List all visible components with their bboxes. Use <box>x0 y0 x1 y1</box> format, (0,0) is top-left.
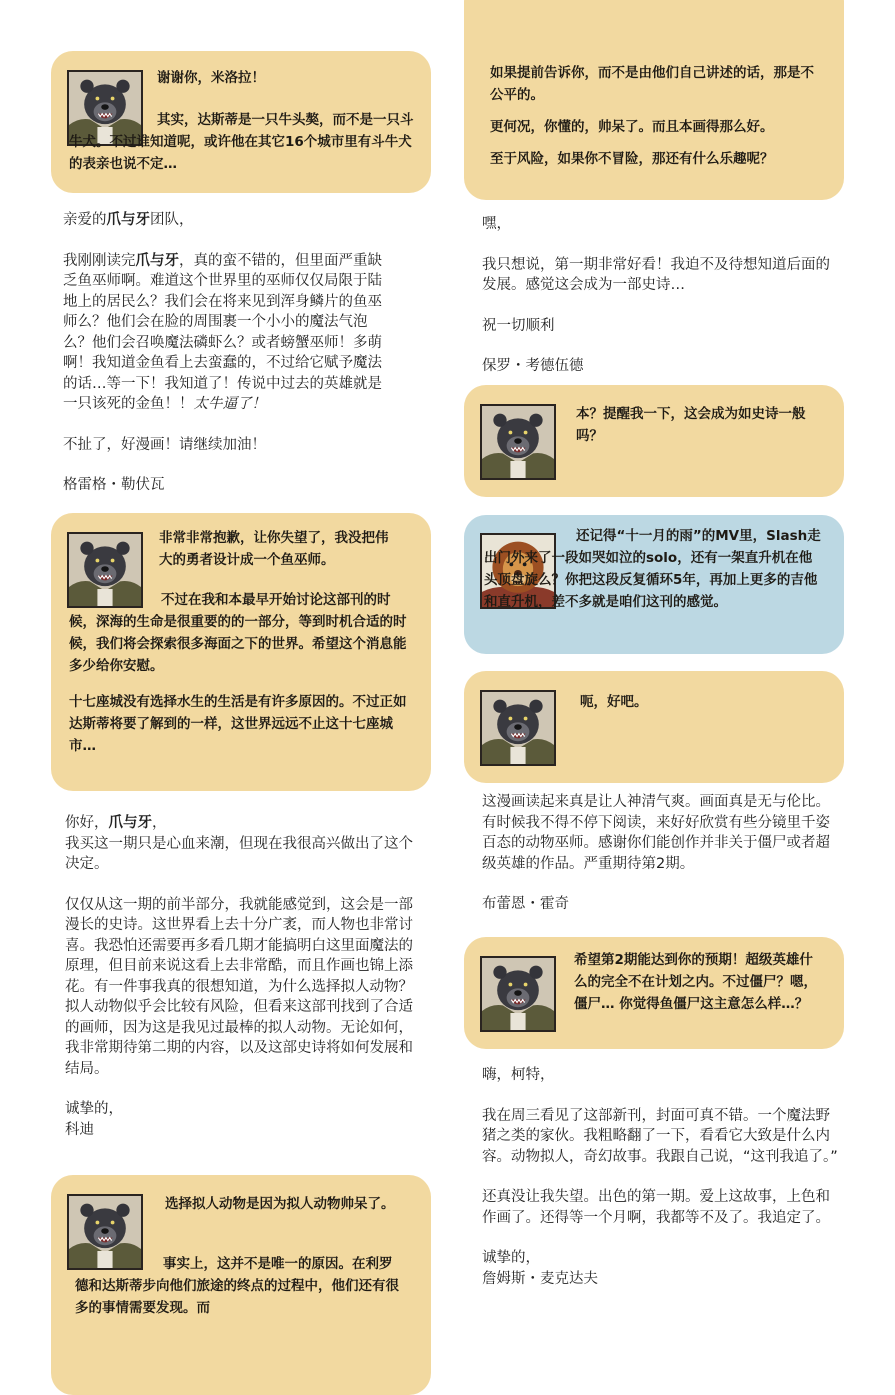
letter-closing: 诚挚的， 科迪 <box>65 1101 123 1138</box>
letter-body: 我只想说，第一期非常好看！我迫不及待想知道后面的发展。感觉这会成为一部史诗… <box>482 256 830 293</box>
letter-body: 我在周三看见了这部新刊，封面可真不错。一个魔法野猪之类的家伙。我粗略翻了一下，看看它大致是什么内容。动物拟人，奇幻故事。我跟自己说，“这刊我追了。” <box>482 1107 838 1165</box>
reply-bubble-4 <box>464 385 844 497</box>
letter-closing: 不扯了，好漫画！请继续加油！ <box>63 436 266 453</box>
letter-body: 还真没让我失望。出色的第一期。爱上这故事，上色和作画了。还得等一个月啊，我都等不及了。我追定了。 <box>482 1189 830 1226</box>
reply-text: 其实，达斯蒂是一只牛头獒，而不是一只斗牛犬。不过谁知道呢，或许他在其它16个城市里有斗牛犬的表亲也说不定… <box>69 112 414 172</box>
reply-bubble-2 <box>51 513 431 791</box>
reply-bubble-5 <box>464 515 844 654</box>
reply-text: 十七座城没有选择水生的生活是有许多原因的。不过正如达斯蒂将要了解到的一样，这世界远远不止这十七座城市… <box>69 694 407 754</box>
letter-greeting: 嗨，柯特， <box>482 1067 555 1083</box>
bear-avatar-icon <box>480 404 556 480</box>
reply-bubble-1 <box>51 51 431 193</box>
reader-letter-2 <box>65 813 423 1140</box>
reader-letter-3 <box>482 214 832 377</box>
reply-text: 非常非常抱歉，让你失望了，我没把伟大的勇者设计成一个鱼巫师。 <box>159 530 389 568</box>
reply-bubble-top <box>464 0 844 200</box>
reply-text: 呃，好吧。 <box>580 694 648 710</box>
reply-bubble-6 <box>464 671 844 783</box>
reply-text: 更何况，你懂的，帅呆了。而且本画得那么好。 <box>490 119 774 135</box>
reader-letter-4 <box>482 792 832 915</box>
reply-text: 事实上，这并不是唯一的原因。在利罗德和达斯蒂步向他们旅途的终点的过程中，他们还有很多的事情需要发现。而 <box>75 1256 399 1316</box>
reply-text: 谢谢你，米洛拉！ <box>157 70 265 86</box>
reply-text: 希望第2期能达到你的预期！超级英雄什么的完全不在计划之内。不过僵尸？嗯，僵尸… 你觉得鱼僵尸这主意怎么样…？ <box>574 952 817 1012</box>
reply-bubble-7 <box>464 937 844 1049</box>
letter-closing: 祝一切顺利 <box>482 317 555 334</box>
reply-text: 至于风险，如果你不冒险，那还有什么乐趣呢？ <box>490 151 774 167</box>
reply-bubble-3 <box>51 1175 431 1395</box>
reply-text: 还记得“十一月的雨”的MV里，Slash走出门外来了一段如哭如泣的solo，还有一架直升机在他头顶盘旋么？你把这段反复循环5年，再加上更多的吉他和直升机，差不多就是咱们这刊的感觉。 <box>484 528 821 610</box>
bear-avatar-icon <box>480 956 556 1032</box>
letter-signature: 格雷格・勒伏瓦 <box>63 477 165 493</box>
reply-text: 不过在我和本最早开始讨论这部刊的时候，深海的生命是很重要的的一部分，等到时机合适的时候，我们将会探索很多海面之下的世界。希望这个消息能多少给你安慰。 <box>69 592 407 674</box>
reply-text: 如果提前告诉你，而不是由他们自己讲述的话，那是不公平的。 <box>490 65 814 103</box>
bear-avatar-icon <box>480 690 556 766</box>
reply-text: 本？提醒我一下，这会成为如史诗一般吗？ <box>576 406 806 444</box>
letter-greeting: 亲爱的爪与牙团队， <box>63 212 194 228</box>
letter-closing: 诚挚的， 詹姆斯・麦克达夫 <box>482 1250 598 1287</box>
reader-letter-5 <box>482 1065 840 1289</box>
letter-body: 这漫画读起来真是让人神清气爽。画面真是无与伦比。有时候我不得不停下阅读，来好好欣赏有些分镜里千姿百态的动物巫师。感谢你们能创作并非关于僵尸或者超级英雄的作品。严重期待第2期。 <box>482 794 830 872</box>
letter-signature: 布蕾恩・霍奇 <box>482 896 569 912</box>
reader-letter-1 <box>63 210 393 496</box>
letter-signature: 保罗・考德伍德 <box>482 358 584 374</box>
letter-greeting: 嘿， <box>482 216 511 232</box>
letter-greeting: 你好，爪与牙， 我买这一期只是心血来潮，但现在我很高兴做出了这个决定。 <box>65 815 413 872</box>
letter-body: 我刚刚读完爪与牙，真的蛮不错的，但里面严重缺乏鱼巫师啊。难道这个世界里的巫师仅仅局限于陆地上的居民么？我们会在将来见到浑身鳞片的鱼巫师么？他们会在脸的周围裹一个小小的魔法气泡么？他们会召唤魔法磷虾么？或者螃蟹巫师！多萌啊！我知道金鱼看上去蛮蠢的，不过给它赋予魔法的话…等一下！我知道了！传说中过去的英雄就是一只该死的金鱼！！太牛逼了！ <box>63 252 382 412</box>
letter-body: 仅仅从这一期的前半部分，我就能感觉到，这会是一部漫长的史诗。这世界看上去十分广袤，而人物也非常讨喜。我恐怕还需要再多看几期才能搞明白这里面魔法的原理，但目前来说这看上去非常酷，而且作画也锦上添花。有一件事我真的很想知道，为什么选择拟人动物？拟人动物似乎会比较有风险，但看来这部刊找到了合适的画师，因为这是我见过最棒的拟人动物。无论如何，我非常期待第二期的内容，以及这部史诗将如何发展和结局。 <box>65 896 413 1077</box>
reply-text: 选择拟人动物是因为拟人动物帅呆了。 <box>165 1196 395 1212</box>
